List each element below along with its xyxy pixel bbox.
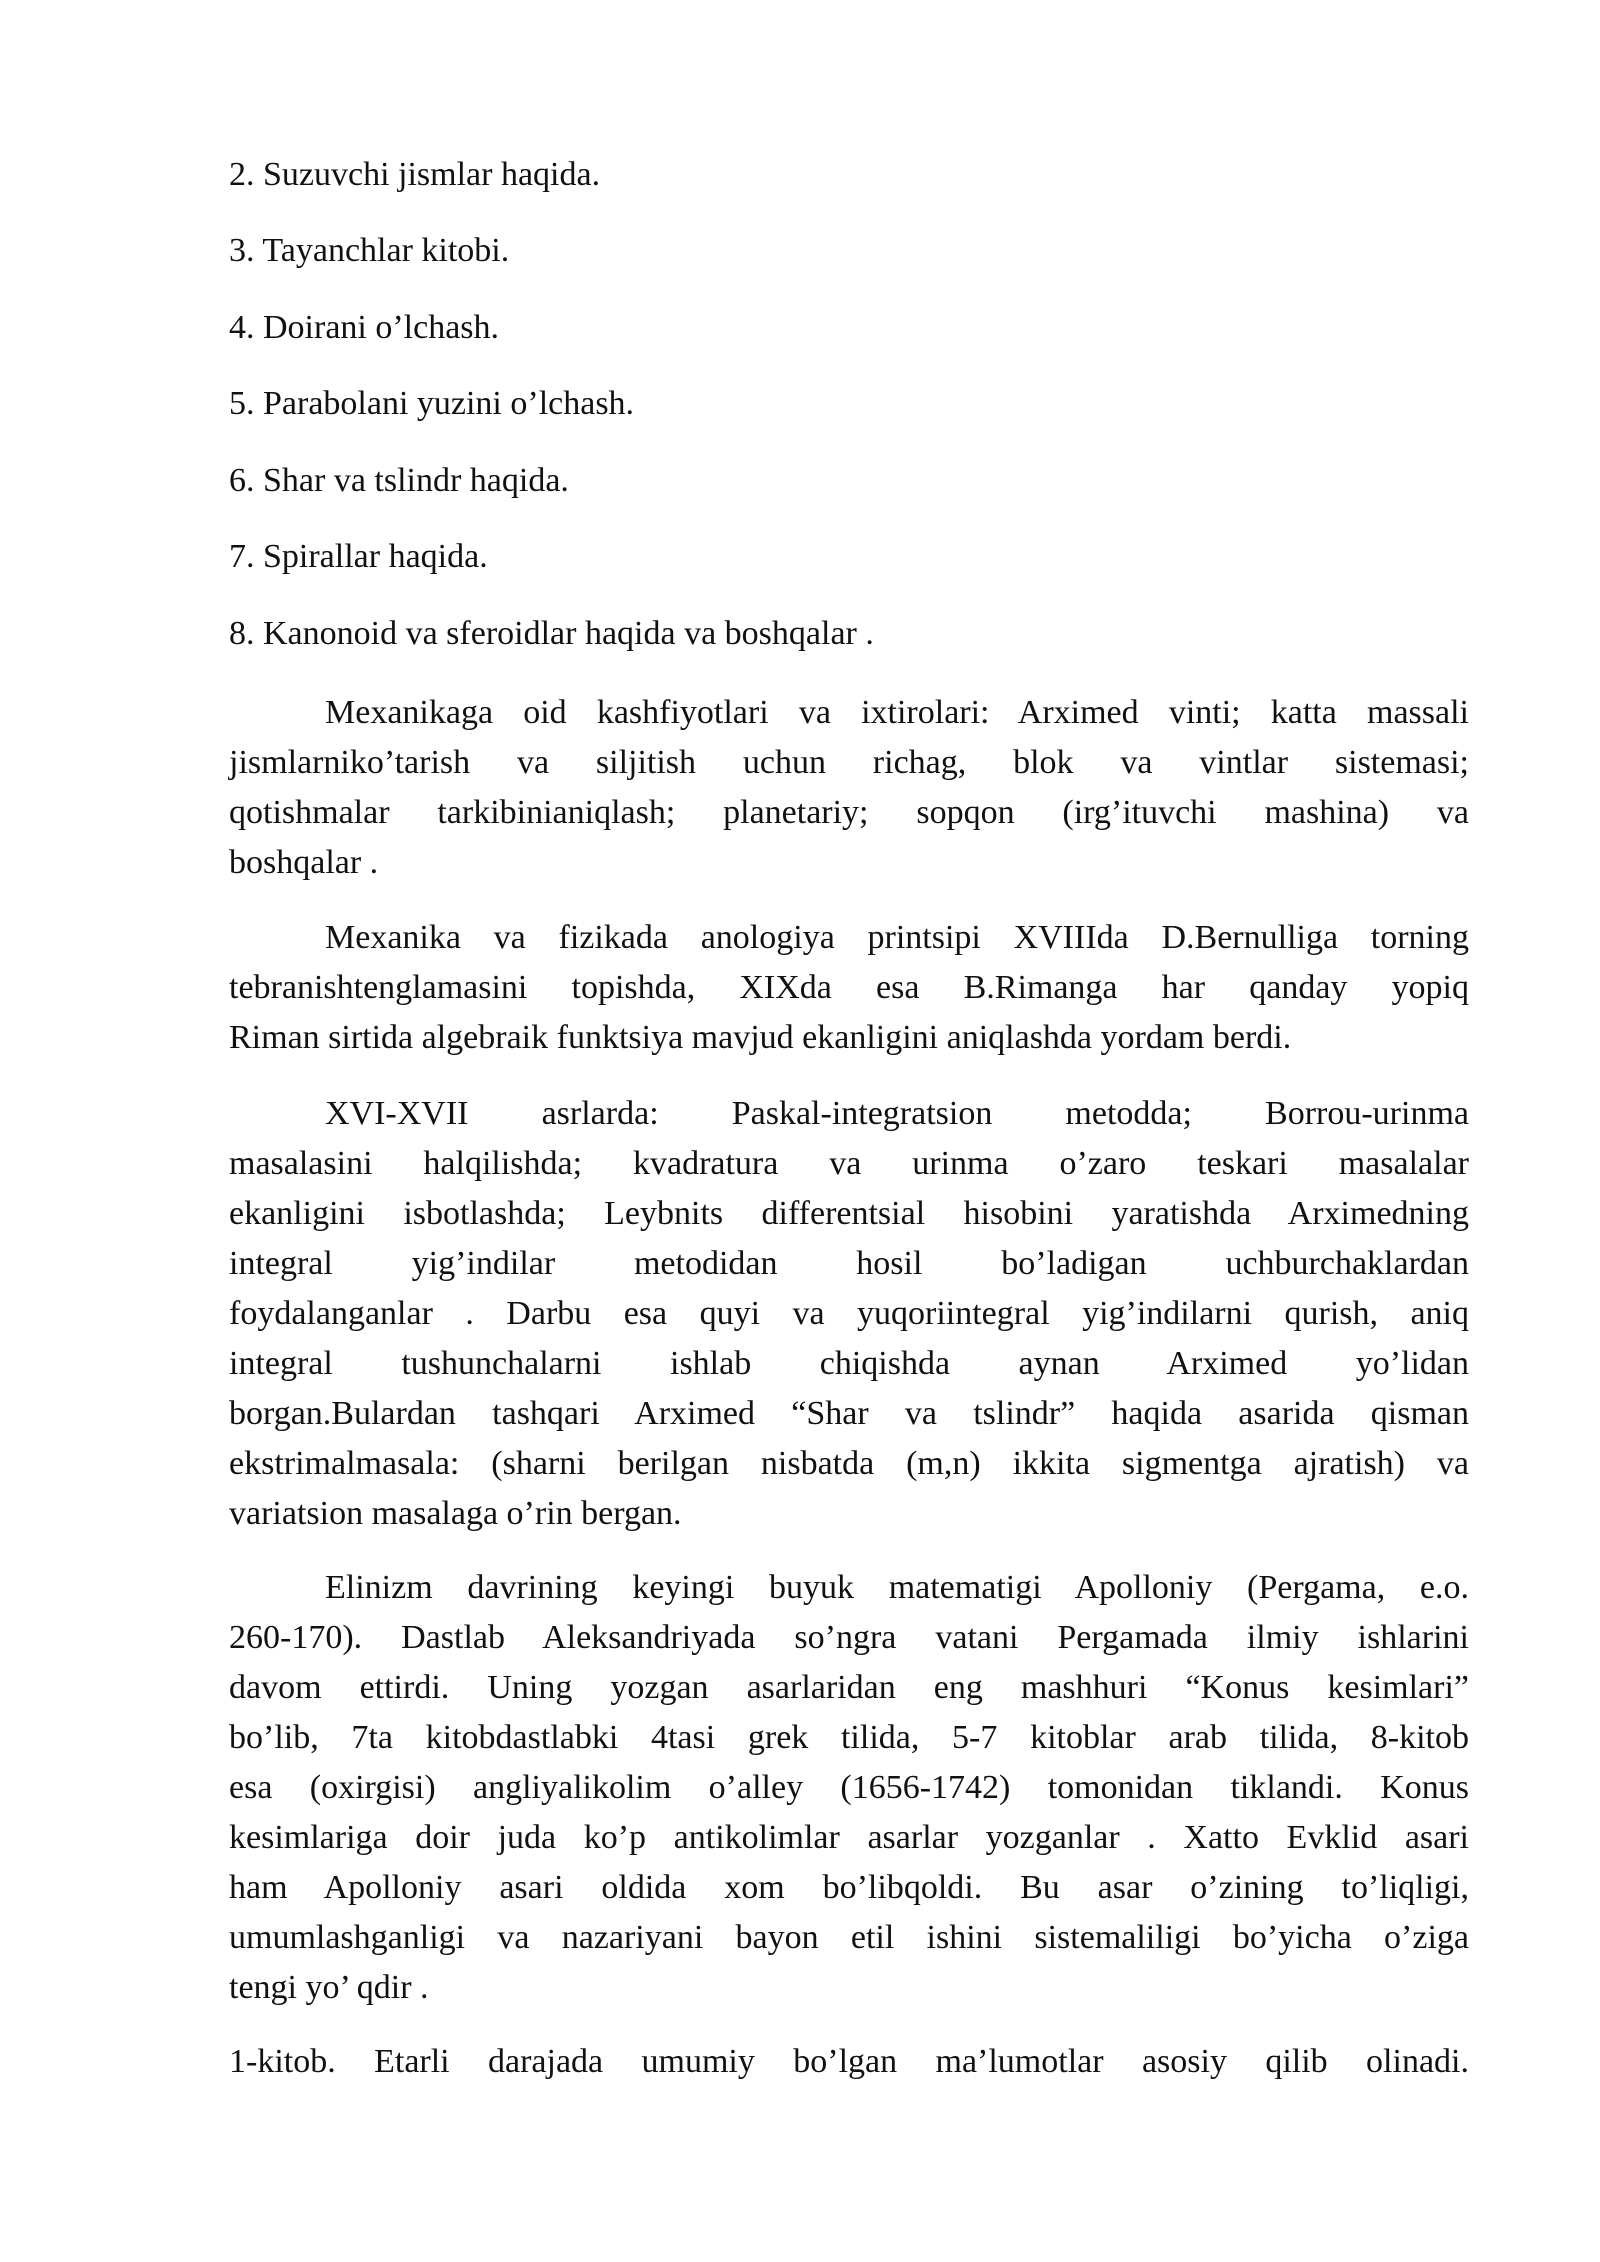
paragraph-line: 1-kitob. Etarli darajada umumiy bo’lgan ma’lumotlar asosiy qilib olinadi.: [229, 2043, 1469, 2080]
paragraph-line: jismlarniko’tarish va siljitish uchun richag, blok va vintlar sistemasi;: [229, 744, 1469, 781]
paragraph-line: foydalanganlar . Darbu esa quyi va yuqoriintegral yig’indilarni qurish, aniq: [229, 1295, 1469, 1332]
paragraph-line: bo’lib, 7ta kitobdastlabki 4tasi grek tilida, 5-7 kitoblar arab tilida, 8-kitob: [229, 1719, 1469, 1756]
paragraph-line: variatsion masalaga o’rin bergan.: [229, 1495, 682, 1532]
paragraph-mechanics-inventions: [229, 688, 1469, 888]
paragraph-line: ekanligini isbotlashda; Leybnits differentsial hisobini yaratishda Arximedning: [229, 1195, 1469, 1232]
paragraph-line: umumlashganligi va nazariyani bayon etil ishini sistemaliligi bo’yicha o’ziga: [229, 1919, 1469, 1956]
paragraph-line: integral yig’indilar metodidan hosil bo’ladigan uchburchaklardan: [229, 1245, 1469, 1282]
list-item-2: 2. Suzuvchi jismlar haqida.: [229, 156, 601, 193]
paragraph-line: 260-170). Dastlab Aleksandriyada so’ngra vatani Pergamada ilmiy ishlarini: [229, 1619, 1469, 1656]
paragraph-line: Mexanikaga oid kashfiyotlari va ixtirolari: Arximed vinti; katta massali: [325, 694, 1469, 731]
paragraph-line: kesimlariga doir juda ko’p antikolimlar asarlar yozganlar . Xatto Evklid asari: [229, 1819, 1469, 1856]
paragraph-line: esa (oxirgisi) angliyalikolim o’alley (1656-1742) tomonidan tiklandi. Konus: [229, 1769, 1469, 1806]
list-item-6: 6. Shar va tslindr haqida.: [229, 462, 569, 499]
paragraph-analogy-principle: [229, 913, 1469, 1063]
list-item-3: 3. Tayanchlar kitobi.: [229, 232, 510, 269]
paragraph-line: integral tushunchalarni ishlab chiqishda aynan Arximed yo’lidan: [229, 1345, 1469, 1382]
list-item-8: 8. Kanonoid va sferoidlar haqida va boshqalar .: [229, 615, 874, 652]
paragraph-line: Riman sirtida algebraik funktsiya mavjud ekanligini aniqlashda yordam berdi.: [229, 1019, 1292, 1056]
paragraph-line: qotishmalar tarkibinianiqlash; planetariy; sopqon (irg’ituvchi mashina) va: [229, 794, 1469, 831]
paragraph-apollonius: [229, 1563, 1469, 2013]
list-item-4: 4. Doirani o’lchash.: [229, 309, 500, 346]
list-item-7: 7. Spirallar haqida.: [229, 538, 488, 575]
paragraph-line: masalasini halqilishda; kvadratura va urinma o’zaro teskari masalalar: [229, 1145, 1469, 1182]
paragraph-line: Elinizm davrining keyingi buyuk matematigi Apolloniy (Pergama, e.o.: [325, 1569, 1469, 1606]
paragraph-line: tebranishtenglamasini topishda, XIXda esa B.Rimanga har qanday yopiq: [229, 969, 1469, 1006]
paragraph-line: ekstrimalmasala: (sharni berilgan nisbatda (m,n) ikkita sigmentga ajratish) va: [229, 1445, 1469, 1482]
paragraph-line: borgan.Bulardan tashqari Arximed “Shar va tslindr” haqida asarida qisman: [229, 1395, 1469, 1432]
paragraph-book-one: [229, 2037, 1469, 2087]
paragraph-xvi-xvii-centuries: [229, 1089, 1469, 1539]
paragraph-line: XVI-XVII asrlarda: Paskal-integratsion metodda; Borrou-urinma: [325, 1095, 1469, 1132]
paragraph-line: tengi yo’ qdir .: [229, 1969, 429, 2006]
paragraph-line: davom ettirdi. Uning yozgan asarlaridan eng mashhuri “Konus kesimlari”: [229, 1669, 1469, 1706]
paragraph-line: boshqalar .: [229, 844, 379, 881]
list-item-5: 5. Parabolani yuzini o’lchash.: [229, 385, 635, 422]
paragraph-line: ham Apolloniy asari oldida xom bo’libqoldi. Bu asar o’zining to’liqligi,: [229, 1869, 1469, 1906]
paragraph-line: Mexanika va fizikada anologiya printsipi XVIIIda D.Bernulliga torning: [325, 919, 1469, 956]
